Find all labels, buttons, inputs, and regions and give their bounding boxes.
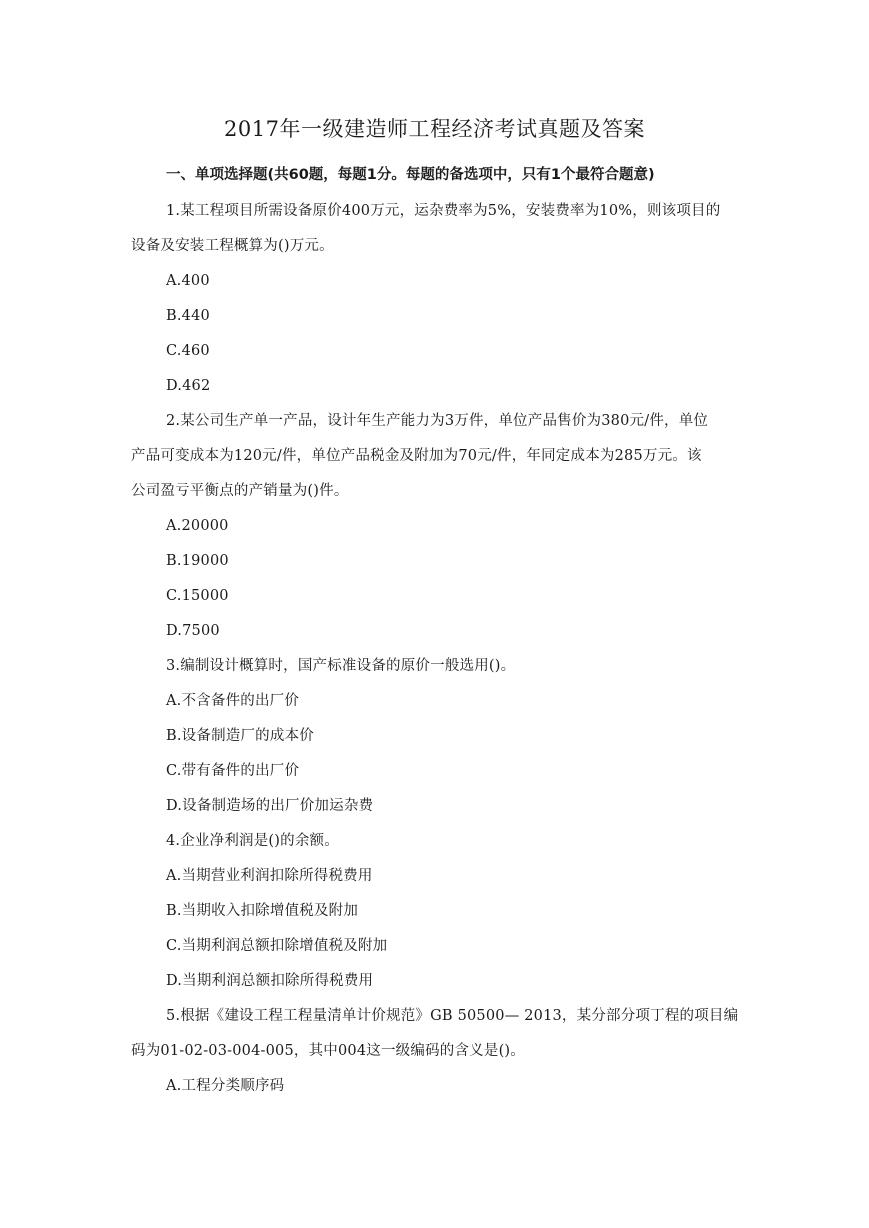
question-4-option-d: D.当期利润总额扣除所得税费用 bbox=[166, 973, 374, 989]
document-title: 2017年一级建造师工程经济考试真题及答案 bbox=[224, 117, 645, 141]
question-2-option-b: B.19000 bbox=[166, 553, 229, 569]
question-1-option-d: D.462 bbox=[166, 378, 211, 394]
question-1-option-c: C.460 bbox=[166, 343, 210, 359]
question-5-option-a: A.工程分类顺序码 bbox=[166, 1078, 285, 1094]
question-2-text-line-2: 产品可变成本为120元/件，单位产品税金及附加为70元/件，年同定成本为285万元。该 bbox=[131, 448, 702, 464]
question-3-option-a: A.不含备件的出厂价 bbox=[166, 693, 300, 709]
question-1-text-line-1: 1.某工程项目所需设备原价400万元，运杂费率为5%，安装费率为10%，则该项目的 bbox=[166, 203, 721, 219]
question-5-text-line-2: 码为01-02-03-004-005，其中004这一级编码的含义是()。 bbox=[131, 1043, 525, 1059]
question-3-text-line-1: 3.编制设计概算时，国产标准设备的原价一般选用()。 bbox=[166, 658, 516, 674]
question-4-option-a: A.当期营业利润扣除所得税费用 bbox=[166, 868, 373, 884]
question-1-text-line-2: 设备及安装工程概算为()万元。 bbox=[131, 238, 334, 254]
question-5-text-line-1: 5.根据《建设工程工程量清单计价规范》GB 50500— 2013，某分部分项丁程的项目编 bbox=[166, 1008, 739, 1024]
question-4-option-b: B.当期收入扣除增值税及附加 bbox=[166, 903, 359, 919]
question-2-text-line-1: 2.某公司生产单一产品，设计年生产能力为3万件，单位产品售价为380元/件，单位 bbox=[166, 413, 709, 429]
question-1-option-a: A.400 bbox=[166, 273, 210, 289]
question-3-option-d: D.设备制造场的出厂价加运杂费 bbox=[166, 798, 374, 814]
question-2-text-line-3: 公司盈亏平衡点的产销量为()件。 bbox=[131, 483, 349, 499]
question-3-option-b: B.设备制造厂的成本价 bbox=[166, 728, 314, 744]
question-2-option-d: D.7500 bbox=[166, 623, 220, 639]
question-4-text-line-1: 4.企业净利润是()的余额。 bbox=[166, 833, 339, 849]
section-heading: 一、单项选择题(共60题，每题1分。每题的备选项中，只有1个最符合题意) bbox=[166, 167, 655, 183]
question-4-option-c: C.当期利润总额扣除增值税及附加 bbox=[166, 938, 388, 954]
question-1-option-b: B.440 bbox=[166, 308, 210, 324]
question-3-option-c: C.带有备件的出厂价 bbox=[166, 763, 300, 779]
question-2-option-c: C.15000 bbox=[166, 588, 229, 604]
question-2-option-a: A.20000 bbox=[166, 518, 229, 534]
